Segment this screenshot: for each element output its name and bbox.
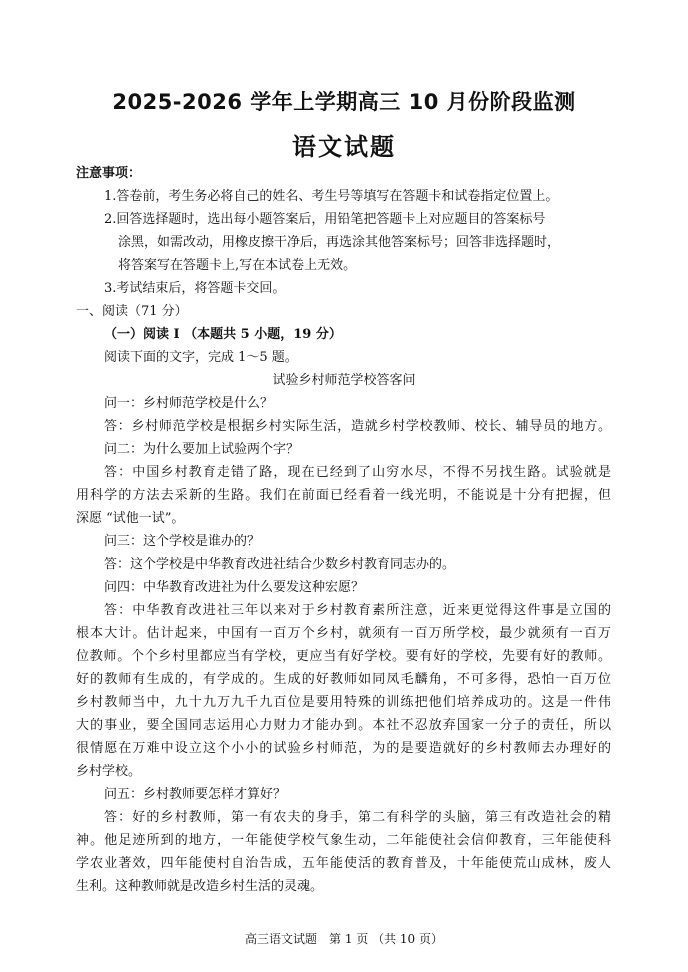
article-line: 答：中华教育改进社三年以来对于乡村教育素所注意，近来更觉得这件事是立国的: [104, 603, 611, 618]
exam-subject-title: 语文试题: [292, 133, 396, 161]
exam-title: 2025-2026 学年上学期高三 10 月份阶段监测: [112, 90, 576, 114]
article-title: 试验乡村师范学校答客问: [272, 373, 416, 388]
article-line: 好的教师有生成的，有学成的。生成的好教师如同凤毛麟角，不可多得，恐怕一百万位: [76, 672, 611, 687]
article-line: 学农业著效，四年能使村自治告成，五年能使活的教育普及，十年能使荒山成林，废人: [76, 856, 611, 871]
notice-line: 3.考试结束后，将答题卡交回。: [104, 281, 286, 296]
article-line: 位教师。个个乡村里都应当有学校，更应当有好学校。要有好的学校，先要有好的教师。: [76, 649, 611, 664]
section-heading: 一、阅读（71 分）: [76, 304, 188, 319]
notice-heading: 注意事项：: [76, 166, 142, 181]
article-line: 问三：这个学校是谁办的？: [104, 534, 261, 549]
article-line: 大的事业，要全国同志运用心力财力才能办到。本社不忍放弃国家一分子的责任，所以: [76, 718, 611, 733]
page-footer: 高三语文试题 第 1 页 （共 10 页）: [245, 932, 443, 946]
notice-line: 1.答卷前，考生务必将自己的姓名、考生号等填写在答题卡和试卷指定位置上。: [104, 189, 559, 204]
article-line: 答：乡村师范学校是根据乡村实际生活，造就乡村学校教师、校长、辅导员的地方。: [104, 419, 611, 434]
article-line: 乡村学校。: [76, 764, 142, 779]
article-line: 问五：乡村教师要怎样才算好？: [104, 787, 287, 802]
article-line: 根本大计。估计起来，中国有一百万个乡村，就须有一百万所学校，最少就须有一百万: [76, 626, 611, 641]
article-line: 问一：乡村师范学校是什么？: [104, 396, 274, 411]
article-line: 乡村教师当中，九十九万九千九百位是要用特殊的训练把他们培养成功的。这是一件伟: [76, 695, 611, 710]
notice-line: 涂黑，如需改动，用橡皮擦干净后，再选涂其他答案标号；回答非选择题时，: [118, 235, 561, 250]
article-line: 神。他足迹所到的地方，一年能使学校气象生动，二年能使社会信仰教育，三年能使科: [76, 833, 611, 848]
article-line: 问四：中华教育改进社为什么要发这种宏愿？: [104, 580, 365, 595]
notice-line: 2.回答选择题时，选出每小题答案后，用铅笔把答题卡上对应题目的答案标号: [104, 212, 546, 227]
subsection-heading: （一）阅读 I （本题共 5 小题，19 分）: [104, 327, 342, 342]
article-line: 用科学的方法去采新的生路。我们在前面已经看着一线光明，不能说是十分有把握，但: [76, 488, 611, 503]
article-line: 深愿 “试他一试”。: [76, 511, 185, 526]
article-line: 生利。这种教师就是改造乡村生活的灵魂。: [76, 879, 324, 894]
notice-line: 将答案写在答题卡上,写在本试卷上无效。: [118, 258, 357, 273]
article-line: 答：这个学校是中华教育改进社结合少数乡村教育同志办的。: [104, 557, 456, 572]
article-line: 答：好的乡村教师，第一有农夫的身手，第二有科学的头脑，第三有改造社会的精: [104, 810, 611, 825]
reading-instruction: 阅读下面的文字，完成 1～5 题。: [104, 350, 298, 365]
article-line: 问二：为什么要加上试验两个字？: [104, 442, 300, 457]
article-line: 很情愿在万难中设立这个小小的试验乡村师范，为的是要造就好的乡村教师去办理好的: [76, 741, 611, 756]
article-line: 答：中国乡村教育走错了路，现在已经到了山穷水尽，不得不另找生路。试验就是: [104, 465, 611, 480]
